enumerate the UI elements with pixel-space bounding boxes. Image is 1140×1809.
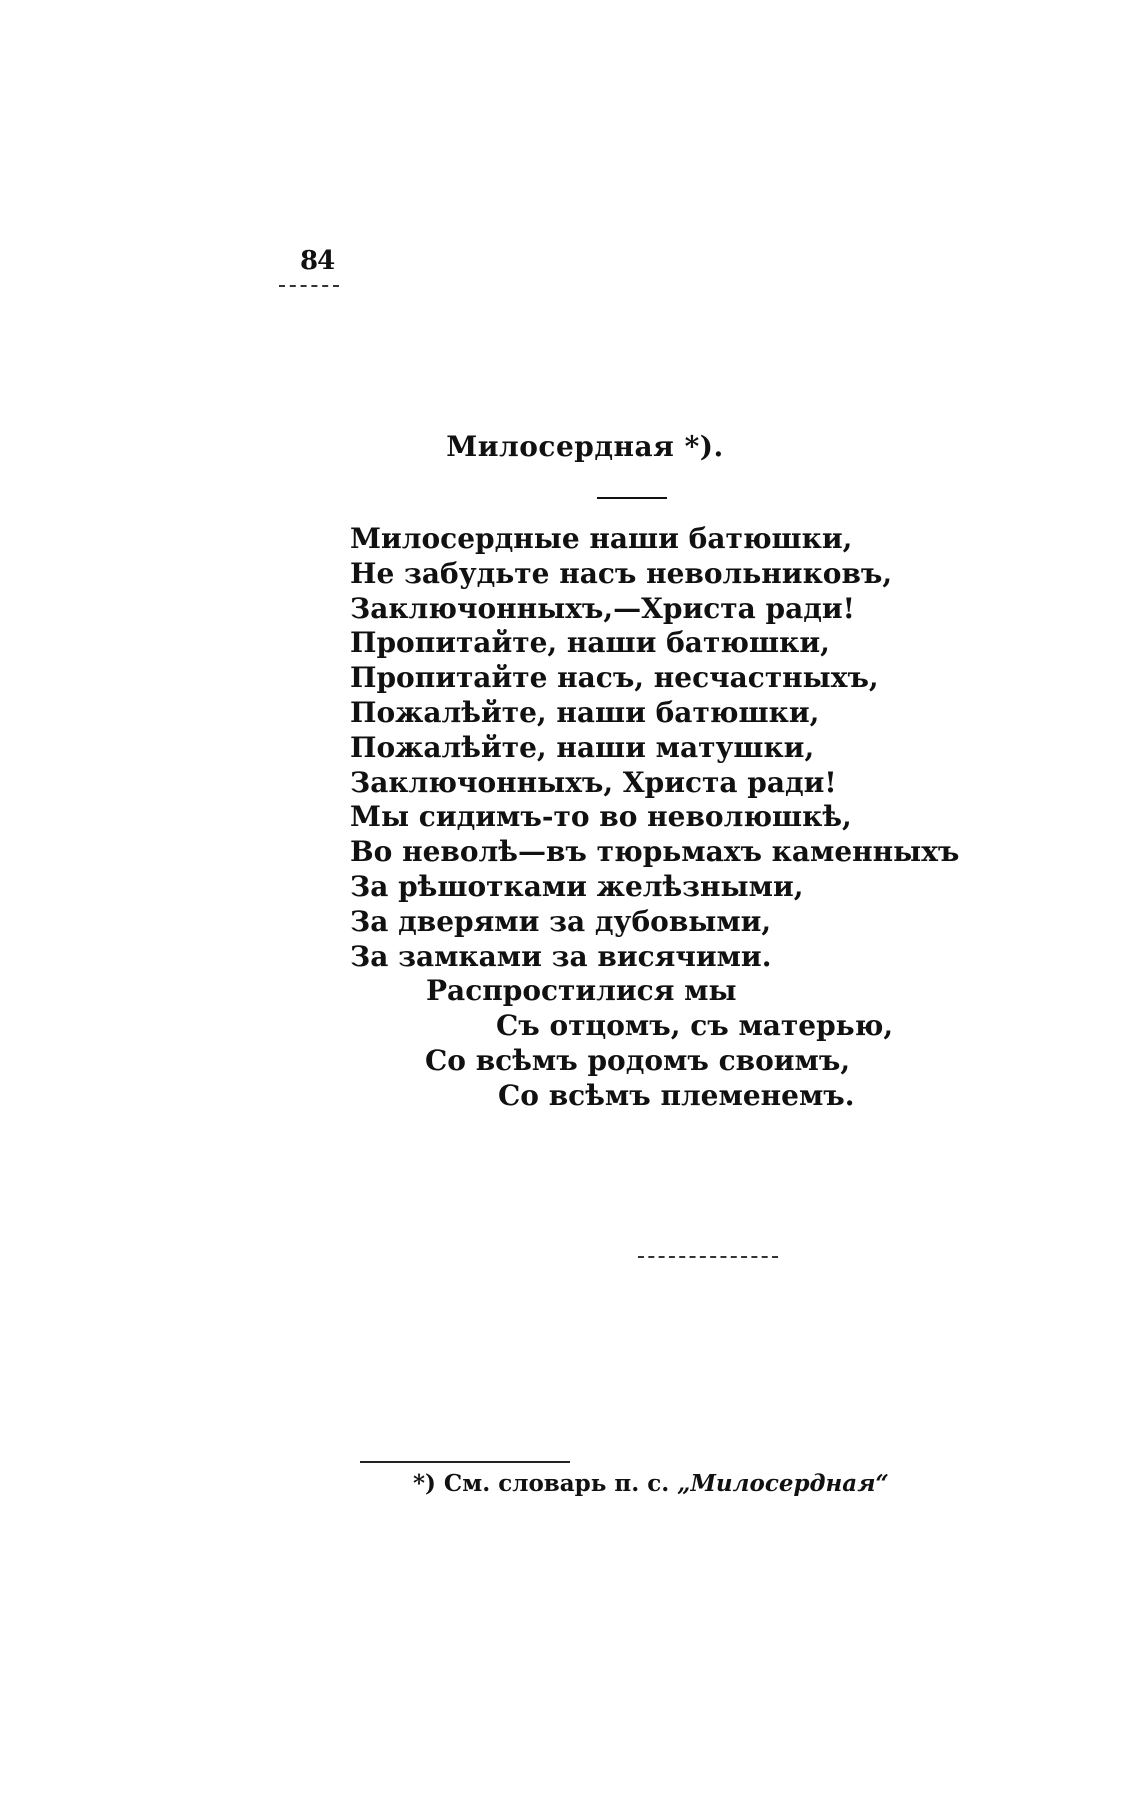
poem-line: Мы сидимъ-то во неволюшкѣ, [350, 800, 852, 834]
poem-line: Во неволѣ—въ тюрьмахъ каменныхъ [350, 835, 960, 869]
title-rule [597, 497, 667, 499]
footnote-text: *) См. словарь п. с. [413, 1470, 678, 1497]
poem-line: Пропитайте, наши батюшки, [350, 626, 830, 660]
poem-line: За рѣшотками желѣзными, [350, 869, 804, 903]
page-number-rule [279, 285, 339, 287]
poem-line: Заключонныхъ, Христа ради! [350, 765, 837, 799]
end-rule [638, 1256, 778, 1258]
poem-line: Со всѣмъ племенемъ. [498, 1078, 855, 1112]
poem-line: Пожалѣйте, наши батюшки, [350, 695, 820, 729]
poem-body [350, 522, 970, 1114]
poem-line: Милосердные наши батюшки, [350, 522, 853, 555]
footnote [413, 1470, 889, 1497]
poem-line: Не забудьте насъ невольниковъ, [350, 556, 893, 590]
poem-title: Милосердная *). [446, 430, 724, 463]
page-number: 84 [300, 246, 335, 276]
poem-line: Съ отцомъ, съ матерью, [496, 1009, 894, 1043]
poem-line: За замками за висячими. [350, 939, 772, 973]
poem-line: Со всѣмъ родомъ своимъ, [425, 1043, 851, 1077]
footnote-term: „Милосердная“ [677, 1470, 889, 1497]
poem-line: Распростилися мы [426, 974, 737, 1008]
poem-line: Заключонныхъ,—Христа ради! [350, 591, 855, 625]
poem-line: Пропитайте насъ, несчастныхъ, [350, 661, 879, 695]
poem-line: За дверями за дубовыми, [350, 904, 772, 938]
footnote-rule [360, 1461, 570, 1463]
poem-line: Пожалѣйте, наши матушки, [350, 730, 815, 764]
